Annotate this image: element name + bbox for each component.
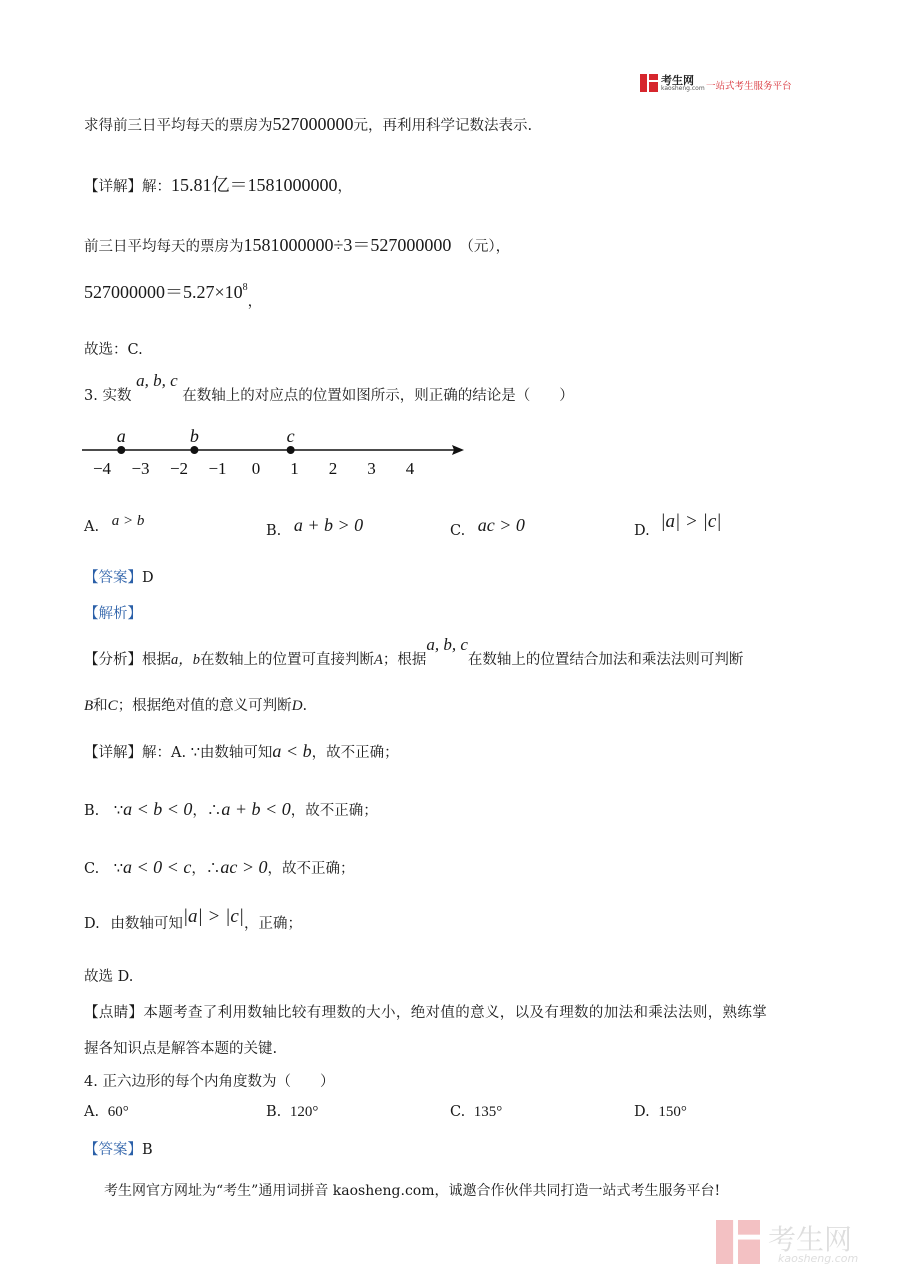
text: 解：A. ∵由数轴可知 bbox=[142, 745, 273, 761]
axis-tick-label: 4 bbox=[405, 459, 415, 478]
solution-line-3 bbox=[84, 231, 510, 257]
q4-option-a[interactable] bbox=[84, 1104, 129, 1121]
text: ，正确； bbox=[243, 916, 302, 932]
math-number: 527000000 bbox=[272, 114, 354, 134]
point-label-b: b bbox=[189, 426, 199, 446]
q3-dianjing-line-1 bbox=[84, 1001, 767, 1022]
math: C bbox=[107, 698, 118, 714]
option-math: ac > 0 bbox=[477, 515, 525, 535]
math: B bbox=[84, 698, 94, 714]
option-label: C. bbox=[84, 861, 100, 877]
text: ，∴ bbox=[192, 803, 222, 819]
option-label: B. bbox=[84, 803, 100, 819]
axis-tick-label: −2 bbox=[169, 459, 189, 478]
because-symbol: ∵ bbox=[113, 803, 124, 819]
text: 由数轴可知 bbox=[110, 916, 183, 932]
text: 求得前三日平均每天的票房为 bbox=[84, 118, 273, 134]
math: a < b bbox=[272, 741, 312, 761]
header-domain: kaosheng.com bbox=[661, 85, 705, 92]
option-label: D. bbox=[634, 523, 650, 539]
text: ，故不正确； bbox=[311, 745, 399, 761]
watermark-domain: kaosheng.com bbox=[778, 1252, 859, 1265]
watermark-brand: 考生网 bbox=[768, 1223, 853, 1256]
option-math: |a| > |c| bbox=[660, 511, 722, 532]
header-slogan: 一站式考生服务平台 bbox=[706, 81, 792, 92]
text: ；根据 bbox=[382, 652, 427, 668]
math: a + b < 0 bbox=[221, 799, 291, 819]
math-vars: a, b, c bbox=[426, 635, 468, 654]
math: a，b bbox=[171, 652, 200, 668]
q3-fenxi-line-1 bbox=[84, 635, 744, 669]
text: 在数轴上的位置结合加法和乘法法则可判断 bbox=[467, 652, 744, 668]
watermark-logo-icon bbox=[716, 1220, 760, 1264]
axis-tick-label: 2 bbox=[328, 459, 338, 478]
text: （元）， bbox=[459, 239, 511, 255]
text: ，故不正确； bbox=[267, 861, 355, 877]
math: ac > 0 bbox=[220, 857, 268, 877]
kaosheng-logo-icon bbox=[640, 74, 658, 92]
text: 和 bbox=[93, 698, 108, 714]
math: 1581000000÷3＝527000000 bbox=[243, 235, 452, 255]
text: ，∴ bbox=[191, 861, 221, 877]
watermark bbox=[716, 1218, 886, 1266]
choose-c: 故选：C. bbox=[84, 342, 143, 358]
exponent: 8 bbox=[242, 282, 248, 293]
answer-value: B bbox=[142, 1142, 153, 1158]
text: 在数轴上的对应点的位置如图所示，则正确的结论是（ ） bbox=[182, 388, 574, 404]
q4-option-c[interactable] bbox=[450, 1104, 502, 1121]
q4-option-d[interactable] bbox=[634, 1104, 687, 1121]
q3-xiangjie-d bbox=[84, 906, 302, 934]
q3-analysis-tag: 【解析】 bbox=[84, 606, 142, 622]
option-label: A. bbox=[84, 1104, 100, 1120]
dianjing-tag: 【点睛】 bbox=[84, 1005, 144, 1021]
option-value: 60° bbox=[107, 1104, 129, 1120]
axis-tick-label: 0 bbox=[251, 459, 261, 478]
axis-tick-label: −3 bbox=[131, 459, 150, 478]
point-label-a: a bbox=[116, 426, 126, 446]
text: 元，再利用科学记数法表示. bbox=[353, 118, 533, 134]
q3-choose: 故选 D. bbox=[84, 969, 134, 985]
header-logo bbox=[640, 72, 792, 94]
math: |a| > |c| bbox=[182, 906, 244, 927]
text: 实数 bbox=[102, 388, 132, 404]
option-label: C. bbox=[450, 523, 466, 539]
number-line-figure bbox=[78, 422, 478, 484]
option-label: D. bbox=[634, 1104, 650, 1120]
axis-tick-label: 1 bbox=[290, 459, 299, 478]
option-label: C. bbox=[450, 1104, 466, 1120]
point-c bbox=[287, 446, 295, 454]
math: D bbox=[291, 698, 303, 714]
option-value: 120° bbox=[289, 1104, 319, 1120]
fenxi-tag: 【分析】 bbox=[84, 652, 142, 668]
text: 根据 bbox=[142, 652, 171, 668]
q3-xiangjie-b bbox=[84, 799, 378, 820]
q3-xiangjie-a bbox=[84, 741, 399, 762]
axis-tick-label: 3 bbox=[367, 459, 376, 478]
option-label: B. bbox=[266, 523, 282, 539]
option-label: A. bbox=[84, 519, 100, 535]
solution-line-1 bbox=[84, 114, 532, 135]
axis-tick-label: −4 bbox=[92, 459, 112, 478]
text: ；根据绝对值的意义可判断 bbox=[117, 698, 292, 714]
math: a < 0 < c bbox=[123, 857, 192, 877]
text: 解： bbox=[142, 179, 171, 195]
text: 在数轴上的位置可直接判断 bbox=[200, 652, 374, 668]
q3-option-a[interactable] bbox=[84, 513, 145, 536]
point-b bbox=[190, 446, 198, 454]
answer-tag: 【答案】 bbox=[84, 1142, 142, 1158]
math: A bbox=[374, 652, 383, 668]
q4-answer bbox=[84, 1138, 153, 1159]
because-symbol: ∵ bbox=[113, 861, 124, 877]
math: a < b < 0 bbox=[123, 799, 193, 819]
detail-line bbox=[84, 171, 352, 197]
q3-option-b[interactable] bbox=[266, 515, 364, 540]
q3-number: 3. bbox=[84, 388, 98, 404]
text: 本题考查了利用数轴比较有理数的大小，绝对值的意义，以及有理数的加法和乘法法则，熟练掌 bbox=[143, 1005, 768, 1021]
q3-fenxi-line-2 bbox=[84, 694, 307, 715]
text: ，故不正确； bbox=[290, 803, 378, 819]
text: 前三日平均每天的票房为 bbox=[84, 239, 244, 255]
option-label: D. bbox=[84, 916, 100, 932]
option-value: 150° bbox=[658, 1104, 687, 1120]
header-brand: 考生网 bbox=[661, 74, 694, 87]
option-label: B. bbox=[266, 1104, 282, 1120]
answer-tag: 【答案】 bbox=[84, 570, 142, 586]
text: . bbox=[302, 698, 308, 714]
text: ， bbox=[337, 179, 352, 195]
xiangjie-tag: 【详解】 bbox=[84, 745, 142, 761]
option-value: 135° bbox=[473, 1104, 503, 1120]
math-vars: a, b, c bbox=[136, 371, 178, 390]
answer-value: D bbox=[142, 570, 154, 586]
q3-option-c[interactable] bbox=[450, 515, 525, 540]
option-math: a + b > 0 bbox=[293, 515, 364, 535]
axis-tick-label: −1 bbox=[208, 459, 227, 478]
math: 15.81亿＝1581000000 bbox=[171, 175, 338, 195]
q3-stem bbox=[84, 371, 574, 405]
option-math: a > b bbox=[111, 513, 145, 529]
q4-option-b[interactable] bbox=[266, 1104, 318, 1121]
detail-tag: 【详解】 bbox=[84, 179, 142, 195]
q3-xiangjie-c bbox=[84, 857, 354, 878]
text: ， bbox=[247, 294, 263, 310]
q3-dianjing-line-2: 握各知识点是解答本题的关键. bbox=[84, 1041, 278, 1057]
solution-line-4 bbox=[84, 278, 263, 310]
q4-stem: 4. 正六边形的每个内角度数为（ ） bbox=[84, 1074, 335, 1090]
footer-text: 考生网官方网址为“考生”通用词拼音 kaosheng.com，诚邀合作伙伴共同打造一站式考生服务平台! bbox=[104, 1183, 721, 1199]
point-a bbox=[117, 446, 125, 454]
q3-option-d[interactable] bbox=[634, 511, 722, 541]
point-label-c: c bbox=[286, 426, 295, 446]
math: 527000000＝5.27×10 bbox=[84, 282, 243, 302]
q3-answer bbox=[84, 566, 154, 587]
